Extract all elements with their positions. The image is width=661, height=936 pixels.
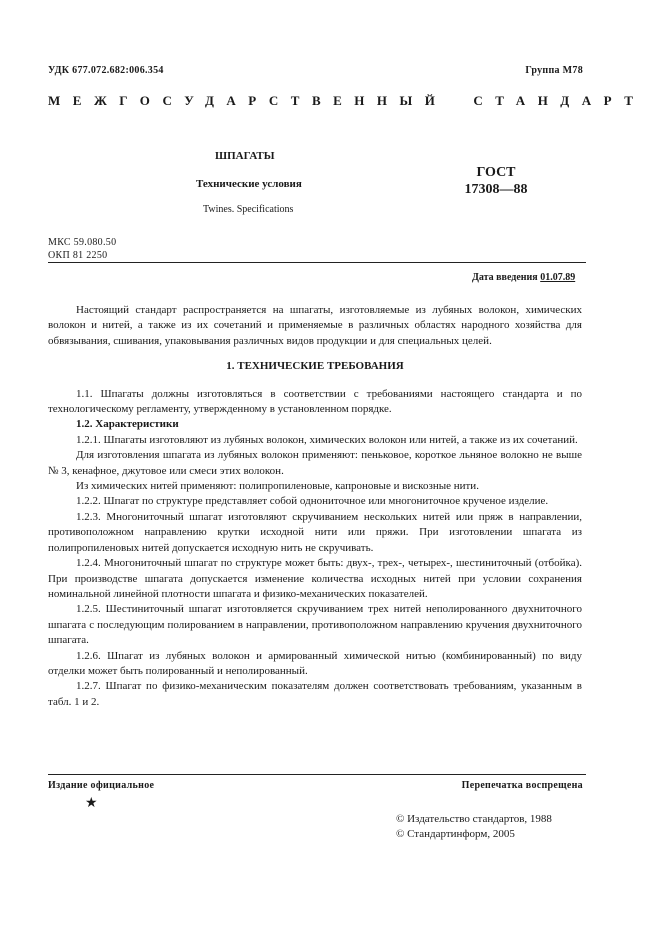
scope-paragraph: Настоящий стандарт распространяется на шпагаты, изготовляемые из лубяных волокон, химических волокон и нитей, а также из их сочетаний и применяемые в различных областях народного хозяйства для обвязывания, сшивания, упаковывания различных видов продукции и для специальных целей. xyxy=(48,304,582,347)
header-divider xyxy=(48,262,586,263)
star-icon: ★ xyxy=(85,796,98,811)
group-code: Группа М78 xyxy=(525,65,583,76)
clause-1-2-6: 1.2.6. Шпагат из лубяных волокон и армированный химической нитью (комбинированный) по виду отделки может быть полированный и неполированный. xyxy=(48,649,582,677)
gost-designation xyxy=(456,164,536,198)
standard-type-word-1: МЕЖГОСУДАРСТВЕННЫЙ xyxy=(48,93,448,108)
standard-type-word-2: СТАНДАРТ xyxy=(473,93,646,108)
english-title: Twines. Specifications xyxy=(203,204,294,215)
gost-label: ГОСТ xyxy=(476,165,516,180)
standard-type-heading xyxy=(48,93,645,109)
introduction-date-value: 01.07.89 xyxy=(540,272,576,283)
clause-1-2-3: 1.2.3. Многониточный шпагат изготовляют скручиванием нескольких нитей или пряж в направлении, противоположном направлению крутки исходной нити или пряжи. При изготовлении шпагата из полипропиленовых нитей допускается исходную нить не скручивать. xyxy=(48,510,582,554)
reprint-prohibited-label: Перепечатка воспрещена xyxy=(461,780,583,791)
udc-code: УДК 677.072.682:006.354 xyxy=(48,65,164,76)
copyright-block xyxy=(396,812,552,842)
clause-1-2-4: 1.2.4. Многониточный шпагат по структуре может быть: двух-, трех-, четырех-, шестиниточный (отбойка). При производстве шпагата допускается изменение количества исходных нитей при условии сохранения номинальной линейной плотности шпагата и физико-механических показателей. xyxy=(48,557,582,600)
footer-divider xyxy=(48,774,586,775)
copyright-line-2: © Стандартинформ, 2005 xyxy=(396,828,515,840)
introduction-date xyxy=(472,272,575,283)
bast-fibers-paragraph: Для изготовления шпагата из лубяных волокон применяют: пеньковое, короткое льняное волокно не выше № 3, кенафное, джутовое или смеси этих волокон. xyxy=(48,449,582,477)
chemical-threads-paragraph: Из химических нитей применяют: полипропиленовые, капроновые и вискозные нити. xyxy=(76,480,479,493)
clause-1-2-5: 1.2.5. Шестиниточный шпагат изготовляется скручиванием трех нитей неполированного двухниточного шпагата с последующим полированием в направлении, противоположном направлению кручения двухниточного шпагата. xyxy=(48,603,582,647)
clause-1-1: 1.1. Шпагаты должны изготовляться в соответствии с требованиями настоящего стандарта и по технологическому регламенту, утвержденному в установленном порядке. xyxy=(48,387,582,416)
classification-codes xyxy=(48,236,116,262)
copyright-line-1: © Издательство стандартов, 1988 xyxy=(396,813,552,825)
clause-1-2-heading: 1.2. Характеристики xyxy=(76,418,179,431)
okp-code: ОКП 81 2250 xyxy=(48,250,108,261)
section-1-heading: 1. ТЕХНИЧЕСКИЕ ТРЕБОВАНИЯ xyxy=(226,360,404,373)
clause-1-2-1: 1.2.1. Шпагаты изготовляют из лубяных волокон, химических волокон или нитей, а также из их сочетаний. xyxy=(76,433,578,446)
introduction-date-label: Дата введения xyxy=(472,272,538,283)
gost-number: 17308—88 xyxy=(464,182,528,197)
clause-1-2-7: 1.2.7. Шпагат по физико-механическим показателям должен соответствовать требованиям, указанным в табл. 1 и 2. xyxy=(48,680,582,708)
official-edition-label: Издание официальное xyxy=(48,780,155,791)
document-body xyxy=(48,303,582,710)
document-title: ШПАГАТЫ xyxy=(215,150,275,162)
mks-code: МКС 59.080.50 xyxy=(48,237,117,248)
document-subtitle: Технические условия xyxy=(196,178,302,190)
clause-1-2-2: 1.2.2. Шпагат по структуре представляет собой однониточное или многониточное крученое изделие. xyxy=(76,495,549,508)
